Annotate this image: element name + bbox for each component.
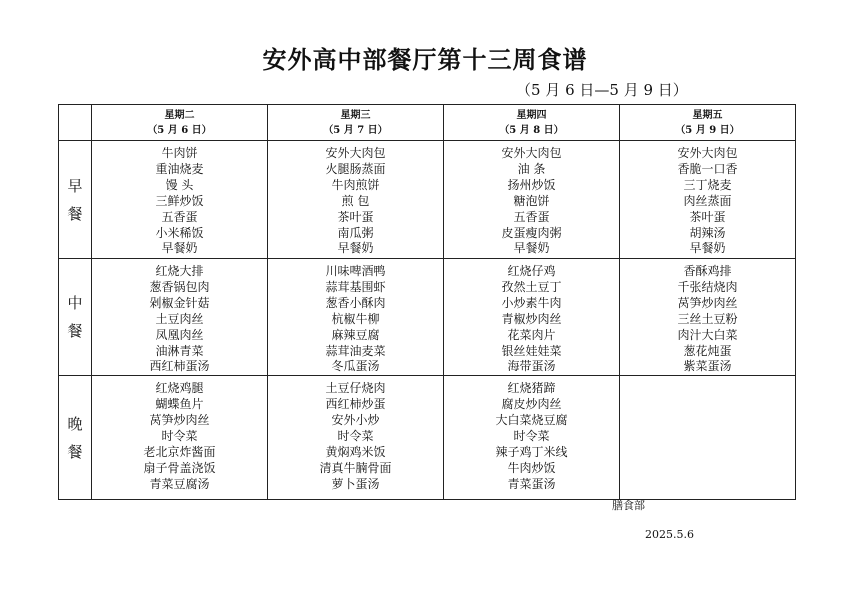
day-header-thursday [444,105,620,141]
menu-list [444,259,619,375]
menu-item: 早餐奶 [337,241,374,256]
breakfast-row [59,141,796,259]
menu-item: 牛肉炒饭 [507,460,556,475]
day-name: 星期三 [340,109,371,121]
day-date: （5 月 7 日） [323,124,388,136]
menu-item: 茶叶蛋 [337,209,374,224]
menu-item: 三鲜炒饭 [155,193,204,208]
meal-char: 餐 [67,204,83,223]
date-range: （5 月 6 日—5 月 9 日） [516,81,688,99]
menu-list [620,376,795,381]
menu-list [620,141,795,257]
menu-item: 葱香锅包肉 [149,279,210,294]
menu-cell [92,259,268,376]
menu-item: 时令菜 [513,429,550,444]
menu-list [620,259,795,375]
menu-item: 红烧猪蹄 [507,381,556,396]
menu-item: 糖泡饼 [513,193,550,208]
menu-cell [444,259,620,376]
menu-item: 凤凰肉丝 [155,327,204,342]
menu-item: 黄焖鸡米饭 [325,444,386,459]
meal-label-lunch [59,259,92,376]
menu-item: 安外大肉包 [501,146,562,160]
menu-item: 馒 头 [165,177,194,192]
menu-item: 蝴蝶鱼片 [155,397,204,412]
menu-item: 牛肉饼 [161,146,198,160]
menu-item: 重油烧麦 [155,161,204,176]
menu-item: 辣子鸡丁米线 [495,444,568,459]
menu-item: 肉汁大白菜 [677,327,738,342]
menu-item: 花菜肉片 [507,327,556,342]
menu-item: 火腿肠蒸面 [325,161,386,176]
lunch-row [59,259,796,376]
menu-item: 时令菜 [161,429,198,444]
menu-item: 扇子骨盖浇饭 [143,460,216,475]
menu-item: 蒜茸油麦菜 [325,343,386,358]
menu-item: 香脆一口香 [677,161,738,176]
menu-list [444,376,619,492]
menu-item: 千张结烧肉 [677,279,738,294]
menu-item: 海带蛋汤 [507,359,556,374]
menu-item: 三丁烧麦 [683,177,732,192]
menu-item: 三丝土豆粉 [677,311,738,326]
menu-item: 银丝娃娃菜 [501,343,562,358]
day-header-friday [620,105,796,141]
menu-list [444,141,619,257]
menu-item: 莴笋炒肉丝 [677,295,738,310]
dinner-row [59,376,796,500]
menu-list [268,376,443,492]
menu-item: 剁椒金针菇 [149,295,210,310]
menu-item: 青椒炒肉丝 [501,311,562,326]
menu-item: 葱香小酥肉 [325,295,386,310]
menu-item: 大白菜烧豆腐 [495,413,568,428]
meal-char: 餐 [67,322,83,341]
day-date: （5 月 9 日） [675,124,740,136]
menu-item: 青菜豆腐汤 [149,476,210,491]
menu-item: 肉丝蒸面 [683,193,732,208]
day-name: 星期五 [692,109,723,121]
menu-item: 清真牛腩骨面 [319,460,392,475]
menu-cell [620,259,796,376]
menu-item: 五香蛋 [513,209,550,224]
header-row [59,105,796,141]
day-header-tuesday [92,105,268,141]
meal-char: 餐 [67,442,83,461]
menu-item: 萝卜蛋汤 [331,476,380,491]
menu-item: 茶叶蛋 [689,209,726,224]
menu-item: 油 条 [517,161,546,176]
day-date: （5 月 6 日） [147,124,212,136]
menu-item: 安外大肉包 [677,146,738,160]
menu-item: 早餐奶 [513,241,550,256]
menu-item: 五香蛋 [161,209,198,224]
menu-list [92,259,267,375]
menu-item: 时令菜 [337,429,374,444]
corner-cell [59,105,92,141]
menu-item: 葱花炖蛋 [683,343,732,358]
meal-label-dinner [59,376,92,500]
menu-list [92,376,267,492]
day-date: （5 月 8 日） [499,124,564,136]
meal-char: 早 [67,176,83,195]
menu-item: 青菜蛋汤 [507,476,556,491]
menu-item: 安外小炒 [331,413,380,428]
menu-item: 牛肉煎饼 [331,177,380,192]
menu-item: 冬瓜蛋汤 [331,359,380,374]
department-signature: 膳食部 [612,499,645,512]
menu-cell [444,376,620,500]
menu-cell [620,141,796,259]
menu-item: 油淋青菜 [155,343,204,358]
day-header-wednesday [268,105,444,141]
menu-item: 杭椒牛柳 [331,311,380,326]
menu-item: 川味啤酒鸭 [325,264,386,278]
day-name: 星期四 [516,109,547,121]
menu-item: 紫菜蛋汤 [683,359,732,374]
menu-cell [268,376,444,500]
menu-item: 麻辣豆腐 [331,327,380,342]
page-title: 安外高中部餐厅第十三周食谱 [262,45,588,74]
menu-cell [268,259,444,376]
menu-item: 红烧仔鸡 [507,264,556,278]
menu-item: 腐皮炒肉丝 [501,397,562,412]
menu-item: 土豆肉丝 [155,311,204,326]
menu-cell [620,376,796,500]
signature-date: 2025.5.6 [645,528,694,541]
meal-char: 晚 [67,414,83,433]
menu-item: 皮蛋瘦肉粥 [501,225,562,240]
menu-cell [92,376,268,500]
menu-item: 土豆仔烧肉 [325,381,386,396]
menu-list [92,141,267,257]
meal-char: 中 [67,294,83,313]
menu-item: 扬州炒饭 [507,177,556,192]
menu-cell [268,141,444,259]
menu-item: 早餐奶 [689,241,726,256]
menu-item: 蒜茸基围虾 [325,279,386,294]
menu-list [268,259,443,375]
menu-item: 小米稀饭 [155,225,204,240]
menu-item: 西红柿蛋汤 [149,359,210,374]
menu-table [58,104,796,500]
menu-cell [92,141,268,259]
menu-item: 老北京炸酱面 [143,444,216,459]
menu-item: 早餐奶 [161,241,198,256]
menu-item: 安外大肉包 [325,146,386,160]
meal-label-breakfast [59,141,92,259]
menu-item: 胡辣汤 [689,225,726,240]
menu-item: 莴笋炒肉丝 [149,413,210,428]
menu-item: 红烧大排 [155,264,204,278]
menu-list [268,141,443,257]
day-name: 星期二 [164,109,195,121]
menu-item: 小炒素牛肉 [501,295,562,310]
menu-item: 香酥鸡排 [683,264,732,278]
menu-item: 红烧鸡腿 [155,381,204,396]
menu-item: 南瓜粥 [337,225,374,240]
menu-item: 孜然土豆丁 [501,279,562,294]
menu-item: 西红柿炒蛋 [325,397,386,412]
menu-cell [444,141,620,259]
menu-item: 煎 包 [341,193,370,208]
